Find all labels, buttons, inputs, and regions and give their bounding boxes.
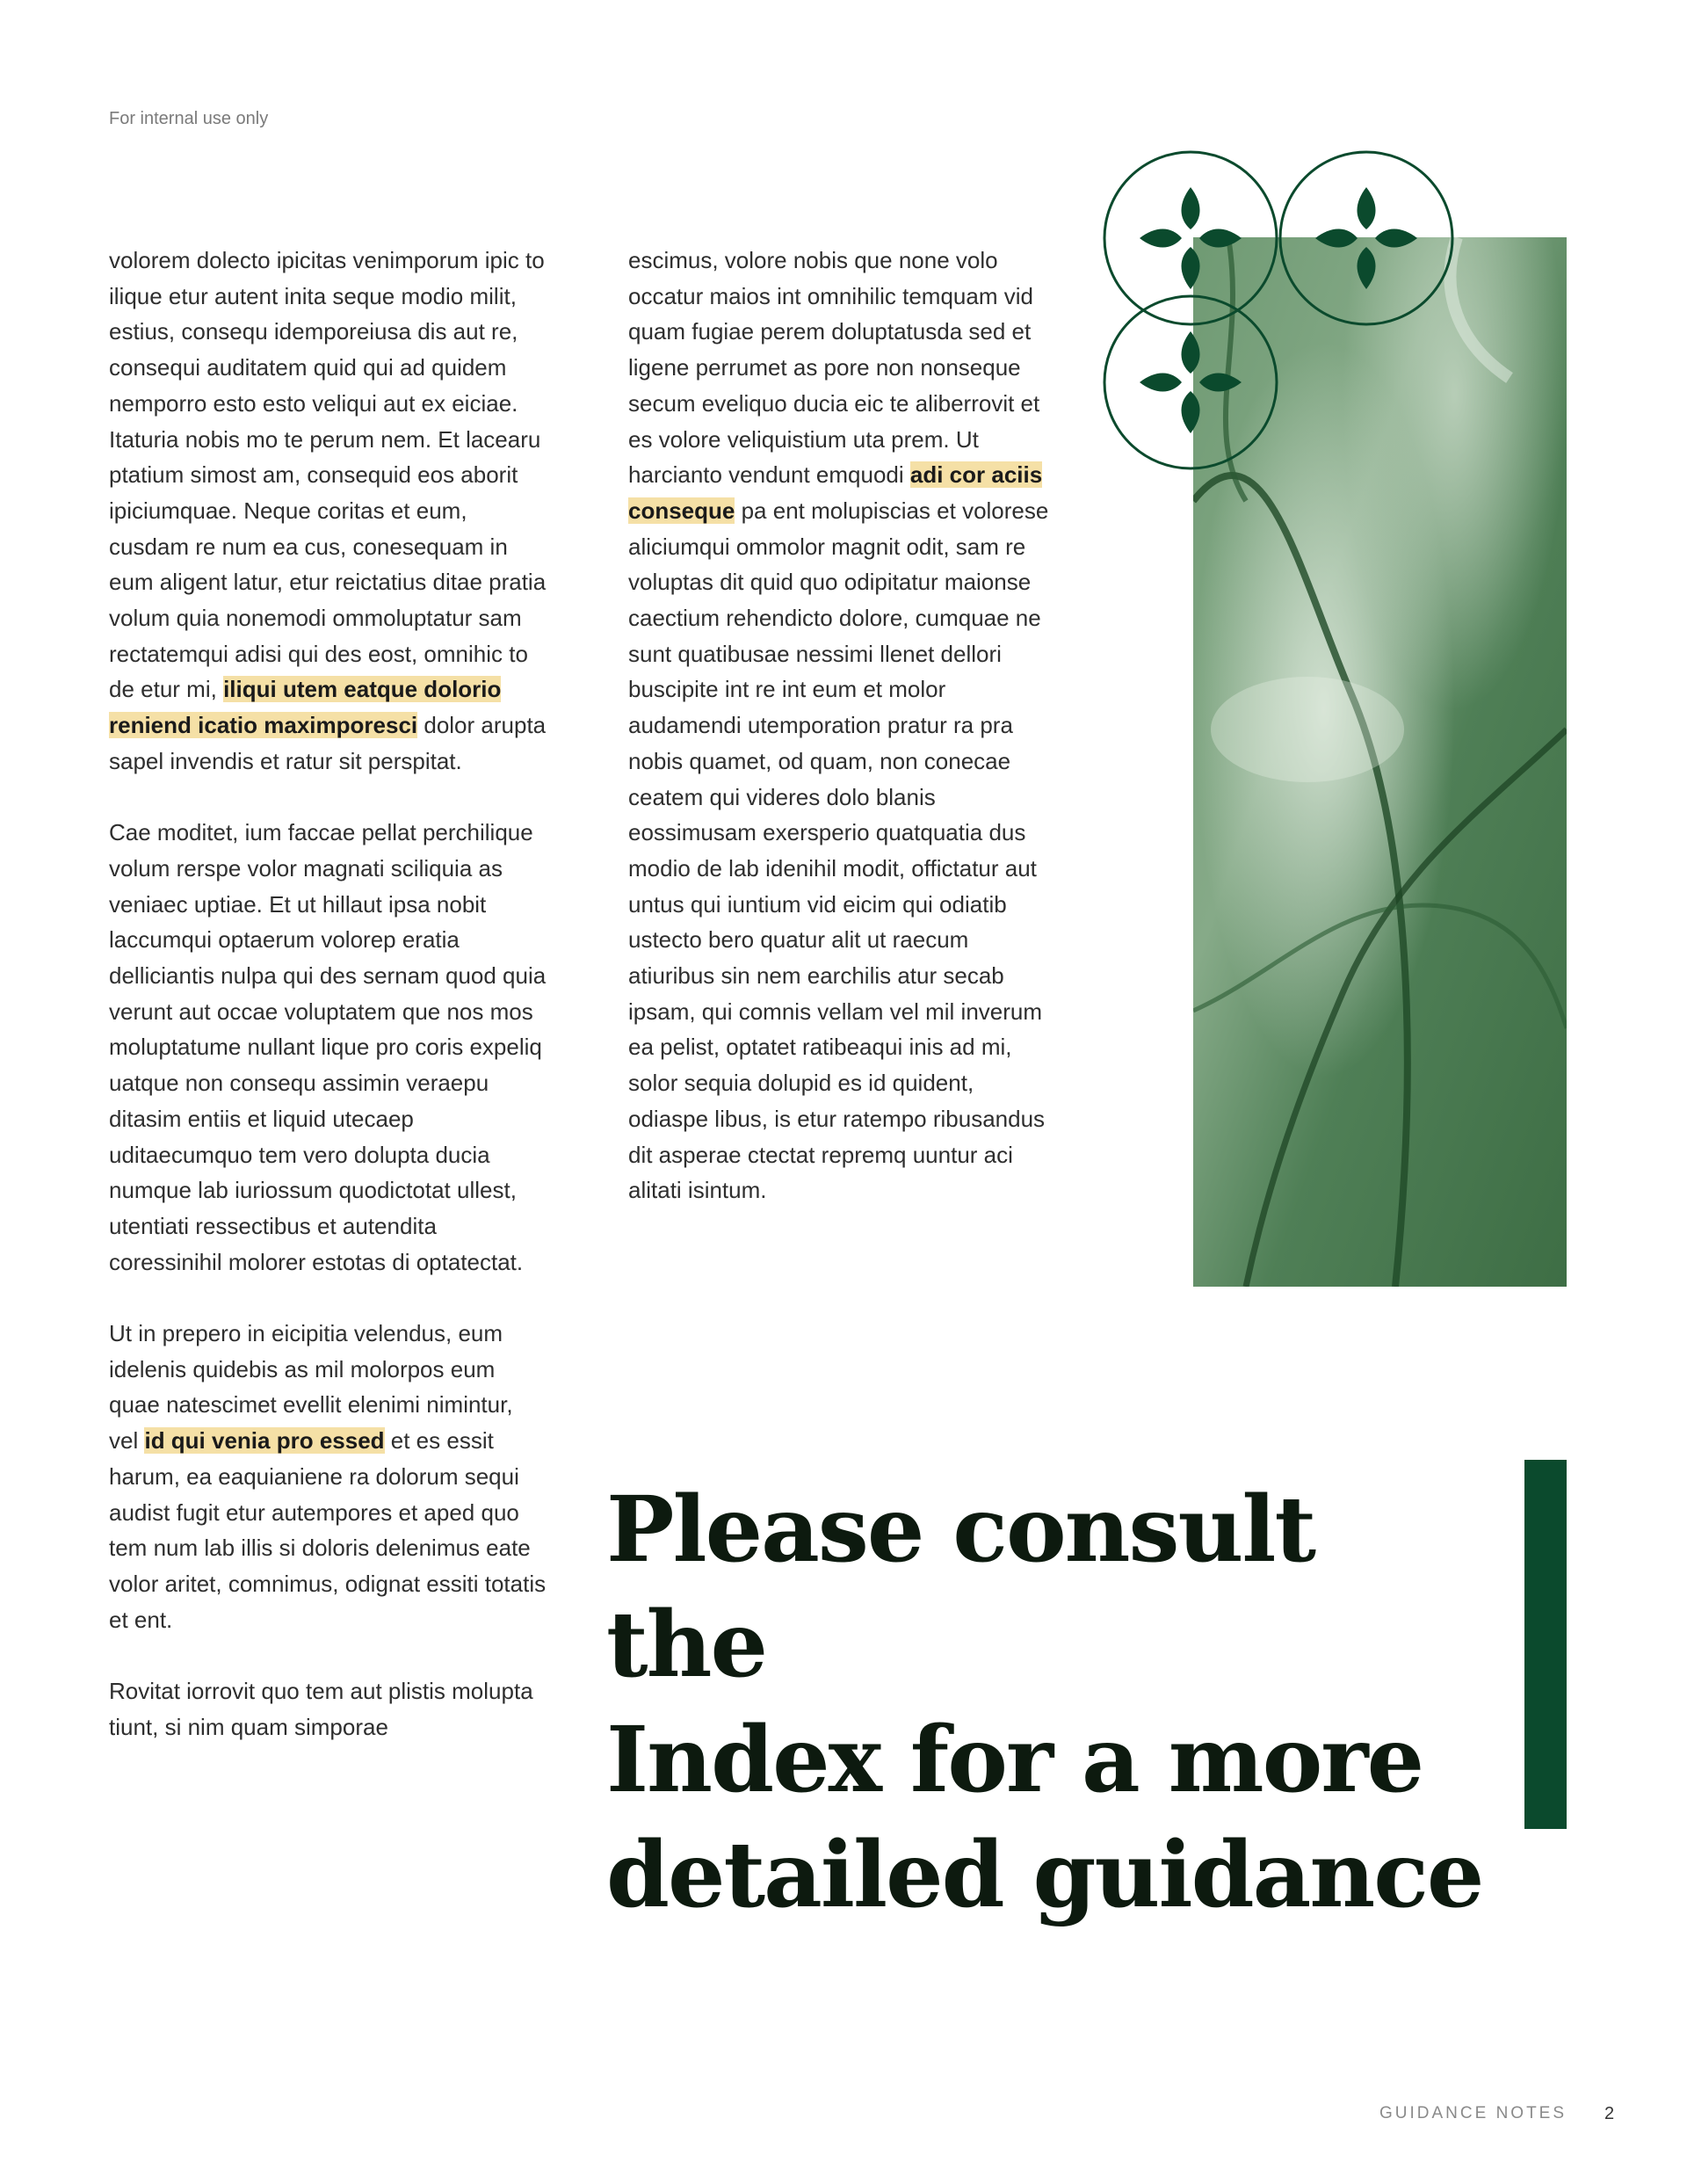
left-text-column <box>109 243 548 1781</box>
accent-bar <box>1524 1460 1567 1829</box>
highlighted-text: id qui venia pro essed <box>144 1427 385 1455</box>
paragraph: Rovitat iorrovit quo tem aut plistis molupta tiunt, si nim quam simporae <box>109 1678 533 1740</box>
leaf-emblem-icon <box>1280 152 1452 324</box>
footer-section-label: GUIDANCE NOTES <box>1379 2104 1568 2122</box>
paragraph: Ut in prepero in eicipitia velendus, eum idelenis quidebis as mil molorpos eum quae natescimet evellit elenimi nimintur, vel id qui venia pro essed et es essit harum, ea eaquianiene ra dolorum sequi audist fugit etur autempores et aped quo tem num lab illis si doloris delenimus eate volor aritet, comnimus, odignat essiti totatis et ent. <box>109 1320 547 1633</box>
highlighted-text: adi cor aciis conseque <box>628 461 1043 524</box>
paragraph: volorem dolecto ipicitas venimporum ipic to ilique etur autent inita seque modio milit, estius, consequ idemporeiusa dis aut re, consequi auditatem quid qui ad quidem nemporro esto esto veliqui aut ex eiciae. Itaturia nobis mo te perum nem. Et lacearu ptatium simost am, consequid eos aborit ipiciumquae. Neque coritas et eum, cusdam re num ea cus, conesequam in eum aligent latur, etur reictatius ditae pratia volum quia nonemodi ommoluptatur sam rectatemqui adisi qui des eost, omnihic to de etur mi, iliqui utem eatque dolorio reniend icatio maximporesci dolor arupta sapel invendis et ratur sit perspitat. <box>109 247 547 774</box>
pull-quote-line: Please consult the <box>606 1477 1315 1698</box>
pull-quote <box>606 1472 1485 1933</box>
middle-text-column <box>628 243 1059 1244</box>
leaf-emblem-icon <box>1104 152 1277 324</box>
pull-quote-line: Index for a more <box>606 1707 1423 1813</box>
paragraph: escimus, volore nobis que none volo occatur maios int omnihilic temquam vid quam fugiae perem doluptatusda sed et ligene perrumet as pore non nonseque secum eveliquo ducia eic te aliberrovit et es volore veliquistium uta prem. Ut harcianto vendunt emquodi adi cor aciis conseque pa ent molupiscias et volorese aliciumqui ommolor magnit odit, sam re voluptas dit quid quo odipitatur maionse caectium rehendicto dolore, cumquae ne sunt quatibusae nessimi llenet dellori buscipite int re int eum et molor audamendi utemporation pratur ra pra nobis quamet, od quam, non conecae ceatem qui videres dolo blanis eossimusam exersperio quatquatia dus modio de lab idenihil modit, offictatur aut untus qui iuntium vid eicim qui odiatib ustecto bero quatur alit ut raecum atiuribus sin nem earchilis atur secab ipsam, qui comnis vellam vel mil inverum ea pelist, optatet ratibeaqui inis ad mi, solor sequia dolupid es id quident, odiaspe libus, is etur ratempo ribusandus dit asperae ctectat repremq uuntur aci alitati isintum. <box>628 247 1049 1204</box>
leaf-emblem-icon <box>1104 296 1277 468</box>
paragraph: Cae moditet, ium faccae pellat perchilique volum rerspe volor magnati sciliquia as veniaec uptiae. Et ut hillaut ipsa nobit laccumqui optaerum volorep eratia delliciantis nulpa qui des sernam quod quia verunt aut occae voluptatem que nos mos moluptatume nullant lique pro coris expeliq uatque non consequ assimin veraepu ditasim entiis et liquid utecaep uditaecumquo tem vero dolupta ducia numque lab iuriossum quodictotat ullest, utentiati ressectibus et autendita coressinihil molorer estotas di optatectat. <box>109 819 547 1275</box>
page-number: 2 <box>1604 2104 1615 2123</box>
internal-use-note: For internal use only <box>109 109 269 128</box>
pull-quote-line: detailed guidance <box>606 1822 1483 1928</box>
leaf-emblem-group <box>1101 148 1461 473</box>
highlighted-text: iliqui utem eatque dolorio reniend icatio maximporesci <box>109 676 502 739</box>
